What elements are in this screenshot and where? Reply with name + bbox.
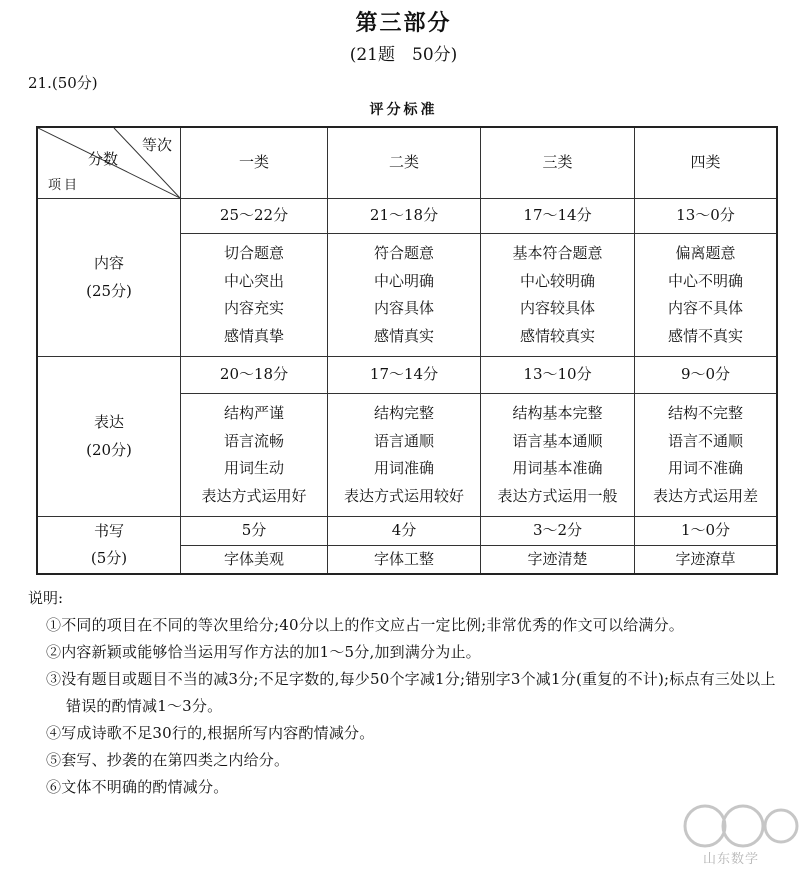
criteria-line: 内容充实 <box>223 299 284 317</box>
score-range-cell: 5分 <box>181 517 328 546</box>
row-header-writing <box>37 517 181 575</box>
criteria-line: 表达方式运用一般 <box>497 486 618 505</box>
standard-title: 评分标准 <box>369 102 438 118</box>
watermark <box>681 800 801 865</box>
score-range-cell: 21～18分 <box>328 199 481 234</box>
criteria-cell <box>328 234 481 357</box>
score-range-cell: 1～0分 <box>635 517 778 546</box>
criteria-line: 用词不准确 <box>667 459 743 477</box>
criteria-line: 结构不完整 <box>667 404 743 422</box>
criteria-line: 语言不通顺 <box>667 431 743 450</box>
row-points: (5分) <box>90 549 128 567</box>
question-number: 21.(50分) <box>28 74 98 92</box>
criteria-line: 内容具体 <box>373 299 434 317</box>
row-header-expression <box>37 357 181 517</box>
scoring-table <box>36 126 778 575</box>
criteria-line: 内容较具体 <box>519 299 595 317</box>
note-item: ②内容新颖或能够恰当运用写作方法的加1～5分,加到满分为止。 <box>46 643 481 661</box>
note-item: ①不同的项目在不同的等次里给分;40分以上的作文应占一定比例;非常优秀的作文可以给满分。 <box>46 616 684 634</box>
criteria-cell: 字迹潦草 <box>635 545 778 574</box>
score-range-cell: 20～18分 <box>181 357 328 394</box>
criteria-line: 感情真实 <box>373 326 434 345</box>
criteria-cell <box>181 234 328 357</box>
row-header-content <box>37 199 181 357</box>
criteria-line: 结构完整 <box>373 404 434 422</box>
score-range-cell: 17～14分 <box>328 357 481 394</box>
row-name: 书写 <box>93 521 124 540</box>
criteria-line: 语言流畅 <box>223 431 284 450</box>
criteria-line: 表达方式运用差 <box>652 486 758 505</box>
corner-label-grade: 等次 <box>141 136 172 154</box>
criteria-cell: 字迹清楚 <box>481 545 635 574</box>
criteria-line: 语言通顺 <box>373 431 434 450</box>
score-range-cell: 13～10分 <box>481 357 635 394</box>
criteria-line: 中心不明确 <box>667 271 743 290</box>
table-row <box>37 517 777 546</box>
criteria-line: 表达方式运用好 <box>201 486 307 505</box>
column-header-grade4: 四类 <box>635 127 778 199</box>
column-header-grade2: 二类 <box>328 127 481 199</box>
notes-section <box>28 585 788 801</box>
corner-label-item: 项目 <box>48 178 81 193</box>
criteria-line: 表达方式运用较好 <box>343 486 464 505</box>
table-corner-cell <box>37 127 181 199</box>
table-row <box>37 357 777 394</box>
note-item: ⑥文体不明确的酌情减分。 <box>46 778 229 796</box>
criteria-line: 感情不真实 <box>667 326 743 345</box>
criteria-line: 结构基本完整 <box>512 404 603 422</box>
note-item: ③没有题目或题目不当的减3分;不足字数的,每少50个字减1分;错别字3个减1分(重复的不计);标点有三处以上错误的酌情减1～3分。 <box>46 670 776 715</box>
table-row <box>37 199 777 234</box>
criteria-line: 用词基本准确 <box>512 459 603 477</box>
criteria-line: 中心明确 <box>373 271 434 290</box>
criteria-line: 用词准确 <box>373 459 434 477</box>
watermark-text: 山东数学 <box>703 852 760 867</box>
criteria-cell <box>635 394 778 517</box>
notes-label: 说明: <box>28 589 64 607</box>
row-name: 表达 <box>93 413 124 431</box>
score-range-cell: 4分 <box>328 517 481 546</box>
section-subtitle: (21题 50分) <box>349 45 458 65</box>
row-points: (20分) <box>86 440 132 459</box>
table-header-row <box>37 127 777 199</box>
criteria-line: 感情真挚 <box>223 326 284 345</box>
criteria-line: 中心突出 <box>223 271 284 290</box>
criteria-line: 中心较明确 <box>519 271 595 290</box>
criteria-line: 语言基本通顺 <box>512 431 603 450</box>
criteria-cell <box>328 394 481 517</box>
column-header-grade3: 三类 <box>481 127 635 199</box>
column-header-grade1: 一类 <box>181 127 328 199</box>
criteria-line: 用词生动 <box>223 459 284 477</box>
criteria-cell <box>481 234 635 357</box>
row-name: 内容 <box>93 254 124 272</box>
row-points: (25分) <box>86 281 132 300</box>
note-item: ④写成诗歌不足30行的,根据所写内容酌情减分。 <box>46 724 375 742</box>
criteria-cell: 字体美观 <box>181 545 328 574</box>
criteria-line: 偏离题意 <box>675 244 736 262</box>
criteria-line: 切合题意 <box>223 244 284 262</box>
criteria-cell <box>481 394 635 517</box>
criteria-cell: 字体工整 <box>328 545 481 574</box>
score-range-cell: 9～0分 <box>635 357 778 394</box>
section-title: 第三部分 <box>355 11 452 36</box>
score-range-cell: 13～0分 <box>635 199 778 234</box>
criteria-line: 感情较真实 <box>519 326 595 345</box>
corner-label-score: 分数 <box>88 150 119 168</box>
criteria-line: 符合题意 <box>373 244 434 262</box>
criteria-cell <box>181 394 328 517</box>
score-range-cell: 25～22分 <box>181 199 328 234</box>
criteria-line: 内容不具体 <box>667 299 743 317</box>
note-item: ⑤套写、抄袭的在第四类之内给分。 <box>46 751 290 769</box>
score-range-cell: 3～2分 <box>481 517 635 546</box>
criteria-line: 结构严谨 <box>223 404 284 422</box>
score-range-cell: 17～14分 <box>481 199 635 234</box>
criteria-cell <box>635 234 778 357</box>
criteria-line: 基本符合题意 <box>512 244 603 262</box>
